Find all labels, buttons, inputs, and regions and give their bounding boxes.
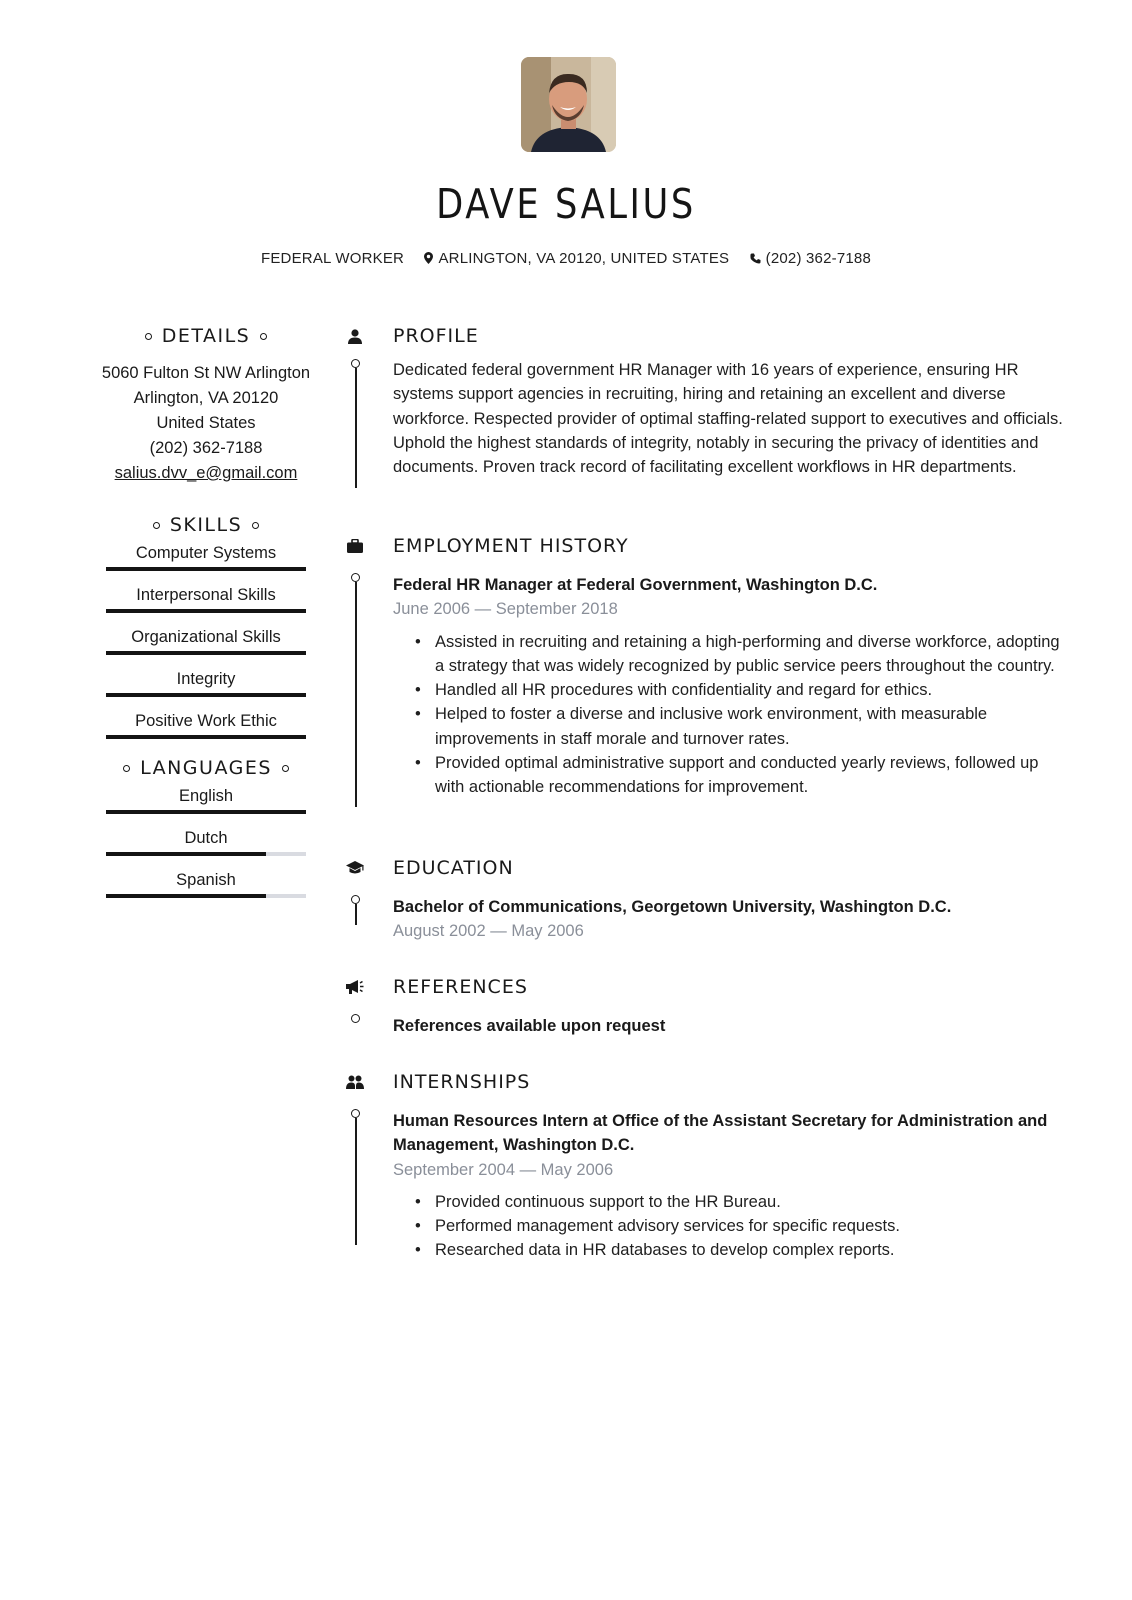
list-item: • Helped to foster a diverse and inclusive work environment, with measurable improvements in staff morale and turnover rates. <box>435 702 1065 751</box>
main-content <box>345 325 1065 1263</box>
languages-list <box>96 779 316 898</box>
profile-title: PROFILE <box>393 325 479 347</box>
location-text: ARLINGTON, VA 20120, UNITED STATES <box>438 250 730 267</box>
phone <box>750 250 871 267</box>
sidebar <box>96 325 316 905</box>
references-title: REFERENCES <box>393 976 528 998</box>
location <box>424 250 729 267</box>
skills-list <box>96 536 316 739</box>
internship-bullets <box>393 1190 1065 1263</box>
language-level-bar <box>106 894 306 898</box>
megaphone-icon <box>345 977 365 997</box>
skill-level-fill <box>106 609 306 613</box>
language-item <box>106 863 306 898</box>
education-section <box>345 857 1065 976</box>
job-title: FEDERAL WORKER <box>260 250 405 267</box>
skill-level-fill <box>106 693 306 697</box>
internship-dates: September 2004 — May 2006 <box>393 1160 614 1179</box>
employment-title: EMPLOYMENT HISTORY <box>393 535 629 557</box>
skill-level-bar <box>106 567 306 571</box>
languages-heading <box>96 757 316 779</box>
language-label: English <box>178 787 234 805</box>
internships-title: INTERNSHIPS <box>393 1071 531 1093</box>
profile-photo <box>521 57 616 152</box>
circle-icon <box>153 522 160 529</box>
list-item: • Handled all HR procedures with confidentiality and regard for ethics. <box>435 678 1065 702</box>
phone-icon <box>750 253 761 264</box>
list-item: • Researched data in HR databases to develop complex reports. <box>435 1238 1065 1262</box>
skill-level-bar <box>106 735 306 739</box>
circle-icon <box>260 333 267 340</box>
language-label: Dutch <box>184 829 228 847</box>
skill-item <box>106 662 306 697</box>
language-item <box>106 779 306 814</box>
skill-label: Organizational Skills <box>131 628 281 646</box>
skill-item <box>106 704 306 739</box>
briefcase-icon <box>345 536 365 556</box>
skill-level-fill <box>106 567 306 571</box>
skill-label: Computer Systems <box>135 544 277 562</box>
circle-icon <box>282 765 289 772</box>
email-link[interactable]: salius.dvv_e@gmail.com <box>114 464 298 482</box>
language-level-bar <box>106 852 306 856</box>
language-label: Spanish <box>176 871 236 889</box>
details-block <box>96 361 316 486</box>
people-icon <box>345 1072 365 1092</box>
employment-bullets <box>393 630 1065 800</box>
circle-icon <box>145 333 152 340</box>
header-subline <box>0 250 1132 267</box>
skills-heading <box>96 514 316 536</box>
employment-section <box>345 535 1065 857</box>
list-item: • Provided optimal administrative support and conducted yearly reviews, followed up with actionable recommendations for improvement. <box>435 751 1065 800</box>
circle-icon <box>252 522 259 529</box>
skill-item <box>106 620 306 655</box>
language-level-fill <box>106 852 266 856</box>
skill-label: Integrity <box>176 670 236 688</box>
details-phone: (202) 362-7188 <box>149 439 263 457</box>
references-text: References available upon request <box>393 1017 666 1035</box>
profile-text: Dedicated federal government HR Manager with 16 years of experience, ensuring HR systems support agencies in recruiting, hiring and retaining an excellent and diverse workforce. Respected provider of optimal staffing-related support to executives and officials. Uphold the highest standards of integrity, notably in securing the privacy of identities and documents. Proven track record of facilitating excellent workflows in HR departments. <box>393 361 1063 477</box>
internship-title: Human Resources Intern at Office of the Assistant Secretary for Administration and Management, Washington D.C. <box>393 1112 1048 1155</box>
skill-level-bar <box>106 693 306 697</box>
circle-icon <box>123 765 130 772</box>
skill-label: Positive Work Ethic <box>135 712 277 730</box>
list-item: • Assisted in recruiting and retaining a high-performing and diverse workforce, adopting a strategy that was widely recognized by public service peers throughout the country. <box>435 630 1065 679</box>
language-level-fill <box>106 894 266 898</box>
skill-level-bar <box>106 609 306 613</box>
person-icon <box>345 326 365 346</box>
references-section <box>345 976 1065 1071</box>
skill-level-bar <box>106 651 306 655</box>
internships-section <box>345 1071 1065 1263</box>
skill-level-fill <box>106 651 306 655</box>
skills-title: SKILLS <box>169 514 243 536</box>
skill-item <box>106 578 306 613</box>
education-dates: August 2002 — May 2006 <box>393 922 584 941</box>
list-item: • Performed management advisory services for specific requests. <box>435 1214 1065 1238</box>
map-pin-icon <box>424 252 433 264</box>
skill-label: Interpersonal Skills <box>136 586 276 604</box>
phone-text: (202) 362-7188 <box>765 250 872 267</box>
skill-level-fill <box>106 735 306 739</box>
country: United States <box>156 414 256 432</box>
education-title: EDUCATION <box>393 857 514 879</box>
employment-job-title: Federal HR Manager at Federal Government, Washington D.C. <box>393 576 878 594</box>
candidate-name: DAVE SALIUS <box>436 180 696 228</box>
languages-title: LANGUAGES <box>140 757 272 779</box>
details-heading <box>96 325 316 347</box>
language-item <box>106 821 306 856</box>
details-title: DETAILS <box>161 325 251 347</box>
education-degree: Bachelor of Communications, Georgetown University, Washington D.C. <box>393 898 952 916</box>
employment-dates: June 2006 — September 2018 <box>393 600 618 619</box>
list-item: • Provided continuous support to the HR Bureau. <box>435 1190 1065 1214</box>
language-level-fill <box>106 810 306 814</box>
address-line-2: Arlington, VA 20120 <box>133 389 279 407</box>
address-line-1: 5060 Fulton St NW Arlington <box>101 364 311 382</box>
profile-section <box>345 325 1065 535</box>
skill-item <box>106 536 306 571</box>
language-level-bar <box>106 810 306 814</box>
graduation-cap-icon <box>345 858 365 878</box>
